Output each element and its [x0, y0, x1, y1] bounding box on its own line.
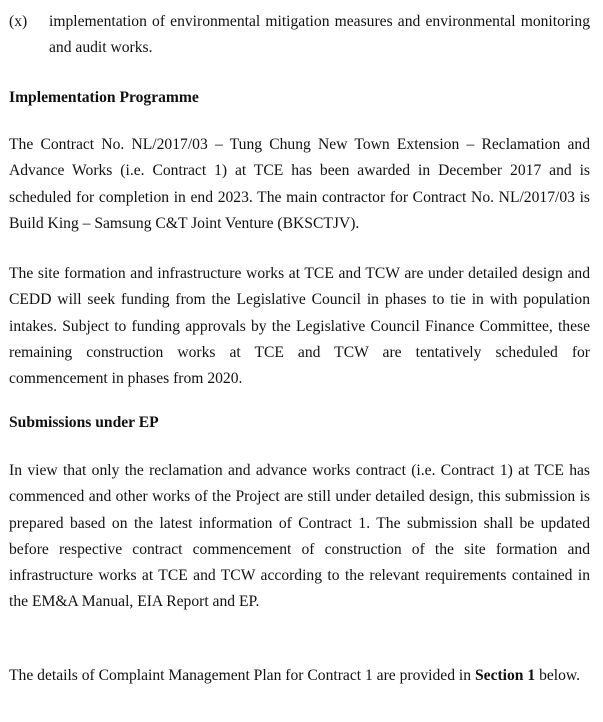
paragraph-contract: The Contract No. NL/2017/03 – Tung Chung New Town Extension – Reclamation and Advance Works (i.e. Contract 1) at TCE has been awarded in December 2017 and is scheduled for completion in end 2023. The main contractor for Contract No. NL/2017/03 is Build King – Samsung C&T Joint Venture (BKSCTJV).: [9, 136, 590, 232]
section-heading-implementation: Implementation Programme: [9, 89, 199, 106]
paragraph-details: [9, 663, 590, 689]
paragraph-submission-view: In view that only the reclamation and advance works contract (i.e. Contract 1) at TCE has commenced and other works of the Project are still under detailed design, this submission is prepared based on the latest information of Contract 1. The submission shall be updated before respective contract commencement of construction of the site formation and infrastructure works at TCE and TCW according to the relevant requirements contained in the EM&A Manual, EIA Report and EP.: [9, 462, 590, 611]
paragraph-site-formation: The site formation and infrastructure works at TCE and TCW are under detailed design and CEDD will seek funding from the Legislative Council in phases to tie in with population intakes. Subject to funding approvals by the Legislative Council Finance Committee, these remaining construction works at TCE and TCW are tentatively scheduled for commencement in phases from 2020.: [9, 265, 590, 388]
section-heading-submissions: Submissions under EP: [9, 414, 159, 431]
details-text: The details of Complaint Management Plan for Contract 1 are provided in: [9, 667, 475, 684]
list-item-x: [9, 9, 590, 61]
details-suffix: below.: [535, 667, 581, 684]
document-page: [9, 0, 590, 684]
list-item-text: implementation of environmental mitigation measures and environmental monitoring and audit works.: [49, 13, 590, 56]
section-reference: Section 1: [474, 667, 536, 684]
list-item-label: (x): [9, 13, 28, 30]
